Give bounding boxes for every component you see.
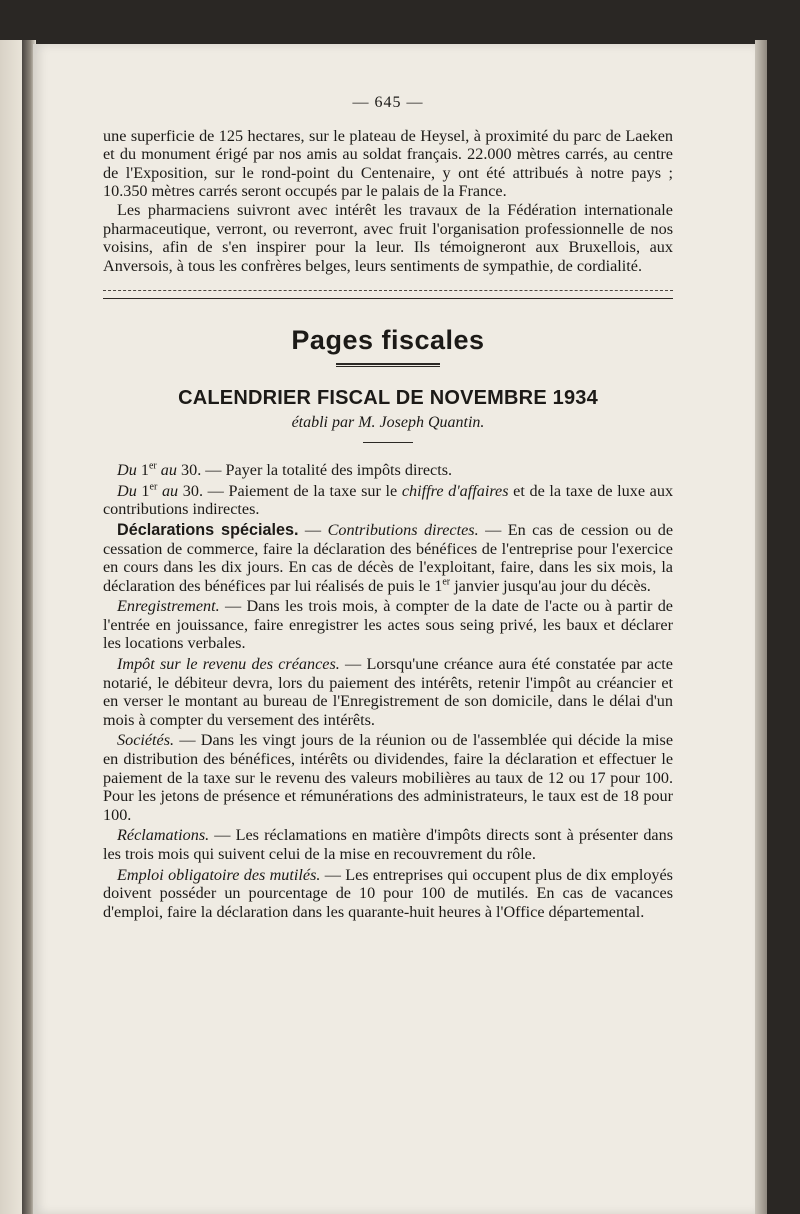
entry-subheading: Contributions directes. <box>327 520 479 539</box>
entry-heading: Enregistrement. <box>117 597 220 616</box>
entry-impots-directs: Du 1er au 30. — Payer la totalité des impôts directs. <box>117 460 453 480</box>
calendar-title: CALENDRIER FISCAL DE NOVEMBRE 1934 <box>178 386 598 409</box>
section-separator <box>103 290 673 299</box>
entry-text: 30. — Payer la totalité des impôts directs. <box>181 461 453 480</box>
entry-chiffre-affaires: Du 1er au 30. — Paiement de la taxe sur le chiffre d'affaires et de la taxe de luxe aux contributions indirectes. <box>103 481 674 519</box>
ordinal-suffix: er <box>148 460 157 472</box>
entry-text: — Dans les vingt jours de la réunion ou de l'assemblée qui décide la mise en distribution des bénéfices, intérêts ou dividendes, faire la déclaration et effectuer le paiement de la taxe sur le revenu des valeurs mobilières au taux de 12 ou 17 pour 100. Pour les jetons de présence et rémunérations des administrateurs, le taux est de 18 pour 100. <box>103 731 673 824</box>
entry-du: Du <box>117 481 137 500</box>
entry-text: — Dans les trois mois, à compter de la date de l'acte ou à partir de l'entrée en jouissance, faire enregistrer les actes sous seing privé, les baux et déclarer les locations verbales. <box>103 597 673 653</box>
entry-declarations-speciales: Déclarations spéciales. — Contributions directes. — En cas de cession ou de cessation de commerce, faire la déclaration des bénéfices de l'entreprise pour l'exercice en cours dans les dix jours. En cas de décès de l'exploitant, faire, dans les six mois, la déclaration des bénéfices par lui réalisés de puis le 1er janvier jusqu'au jour du décès. <box>103 520 674 595</box>
entry-heading: Impôt sur le revenu des créances. <box>117 655 340 674</box>
book-page <box>33 44 755 1214</box>
entry-heading: Emploi obligatoire des mutilés. <box>117 865 321 884</box>
intro-paragraph-1: une superficie de 125 hectares, sur le plateau de Heysel, à proximité du parc de Laeken et du monument érigé par nos amis au soldat français. 22.000 mètres carrés, au centre de l'Exposition, sur le rond-point du Centenaire, y ont été attribués à notre pays ; 10.350 mètres carrés seront occupés par le palais de la France. <box>103 126 673 201</box>
entry-text-end: janvier jusqu'au jour du décès. <box>450 576 651 595</box>
entry-text: 30. — Paiement de la taxe sur le <box>182 481 402 500</box>
entry-text: — En cas de cession ou de cessation de commerce, faire la déclaration des bénéfices de l'entreprise pour l'exercice en cours dans les dix jours. En cas de décès de l'exploitant, faire, dans les six mois, la déclaration des bénéfices par lui réalisés de puis le <box>103 520 674 595</box>
calendar-entries <box>103 461 673 921</box>
entry-dash: — <box>298 520 328 539</box>
entry-au: au <box>160 461 177 480</box>
page-edge-right <box>755 40 767 1214</box>
section-title: Pages fiscales <box>291 325 485 356</box>
byline-rule <box>363 442 413 443</box>
page-number: — 645 — <box>352 94 424 111</box>
ordinal-suffix: er <box>149 481 158 493</box>
entry-impot-creances <box>103 655 673 729</box>
entry-text: — Les entreprises qui occupent plus de dix employés doivent posséder un pourcentage de 10 pour 100 de mutilés. En cas de vacances d'emploi, faire la déclaration dans les quarante-huit heures à l'Office départemental. <box>103 865 673 921</box>
entry-heading: Sociétés. <box>117 731 175 750</box>
entry-text: — Les réclamations en matière d'impôts directs sont à présenter dans les trois mois qui suivent celui de la mise en recouvrement du rôle. <box>103 826 673 863</box>
entry-heading: Réclamations. <box>117 826 210 845</box>
entry-italic-term: chiffre d'affaires <box>401 481 509 500</box>
page-content <box>103 94 673 923</box>
entry-au: au <box>161 481 179 500</box>
entry-reclamations <box>103 826 673 863</box>
intro-paragraph-2: Les pharmaciens suivront avec intérêt les travaux de la Fédération internationale pharmaceutique, verront, ou reverront, avec fruit l'organisation professionnelle de nos voisins, afin de s'en inspirer pour la leur. Ils témoigneront aux Bruxellois, aux Anversois, à tous les confrères belges, leurs sentiments de sympathie, de cordialité. <box>103 200 673 275</box>
entry-emploi-mutiles <box>103 866 673 922</box>
title-underline <box>336 363 440 367</box>
entry-heading: Déclarations spéciales. <box>117 520 299 539</box>
entry-enregistrement <box>103 597 673 653</box>
entry-du: Du <box>117 461 137 480</box>
entry-societes <box>103 731 673 824</box>
separator-solid-line <box>103 298 673 299</box>
entry-text: — Lorsqu'une créance aura été constatée par acte notarié, le débiteur devra, lors du paiement des intérêts, retenir l'impôt au créancier et en verser le montant au bureau de l'Enregistrement de son domicile, dans le délai d'un mois à compter du versement des intérêts. <box>103 655 673 729</box>
separator-dashed-line <box>103 290 673 291</box>
entry-text-end: et de la taxe de luxe aux contributions indirectes. <box>103 481 674 519</box>
author-byline: établi par M. Joseph Quantin. <box>291 413 485 431</box>
ordinal-suffix: er <box>442 576 451 588</box>
